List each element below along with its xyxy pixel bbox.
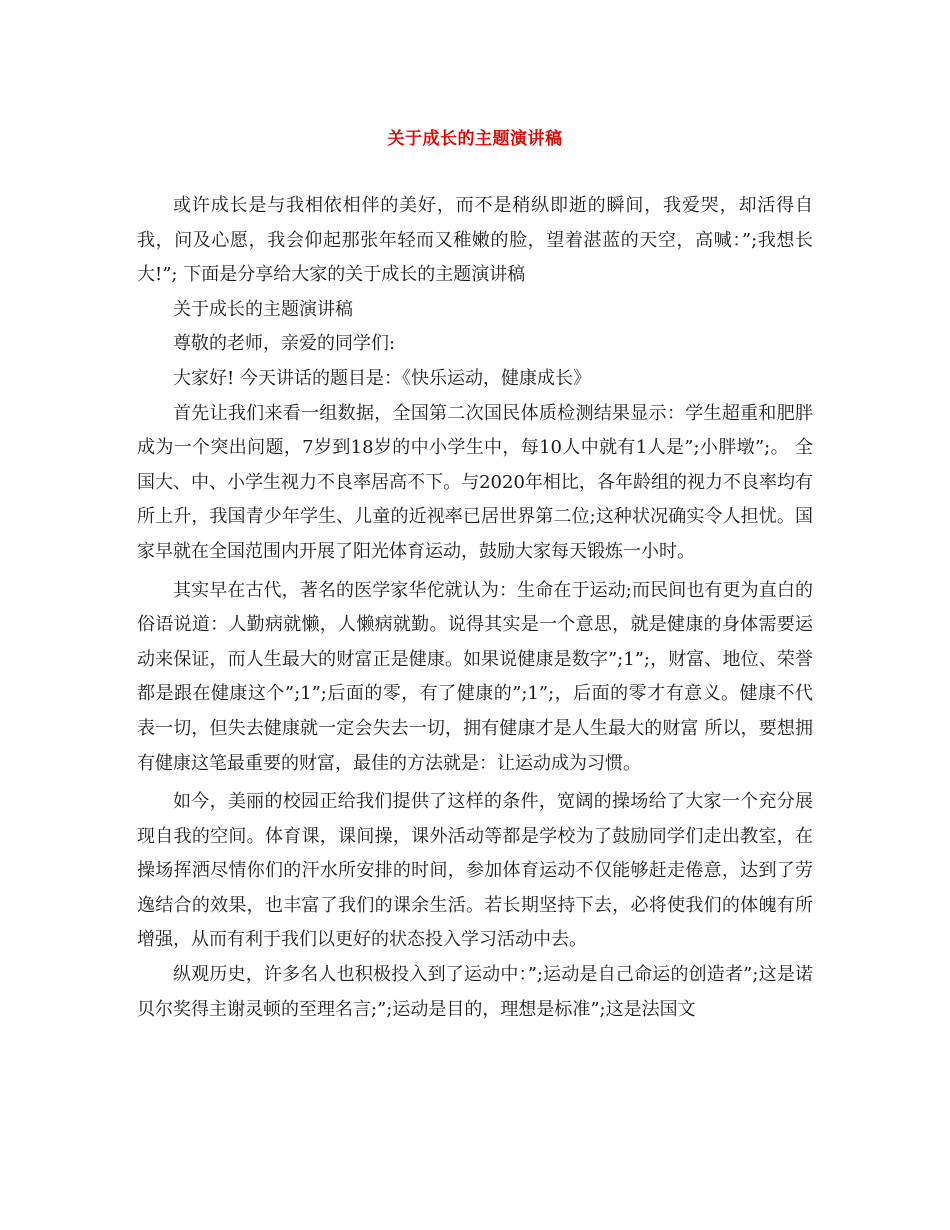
paragraph-subtitle: 关于成长的主题演讲稿 bbox=[173, 298, 353, 320]
paragraph-salutation: 尊敬的老师，亲爱的同学们: bbox=[173, 333, 396, 355]
paragraph-campus: 如今，美丽的校园正给我们提供了这样的条件，宽阔的操场给了大家一个充分展现自我的空间。体育课，课间操，课外活动等都是学校为了鼓励同学们走出教室，在操场挥洒尽情你们的汗水所安排的时间，参加体育运动不仅能够赶走倦意，达到了劳逸结合的效果，也丰富了我们的课余生活。若长期坚持下去，必将使我们的体魄有所增强，从而有利于我们以更好的状态投入学习活动中去。 bbox=[137, 791, 813, 951]
paragraph-history: 纵观历史，许多名人也积极投入到了运动中：”;运动是自己命运的创造者”;这是诺贝尔奖得主谢灵顿的至理名言;”;运动是目的，理想是标准”;这是法国文 bbox=[137, 964, 813, 1020]
paragraph-data: 首先让我们来看一组数据，全国第二次国民体质检测结果显示：学生超重和肥胖成为一个突出问题，7岁到18岁的中小学生中，每10人中就有1人是”;小胖墩”;。 全国大、中、小学生视力不良率居高不下。与2020年相比，各年龄组的视力不良率均有所上升，我国青少年学生、儿童的近视率已居世界第二位;这种状况确实令人担忧。国家早就在全国范围内开展了阳光体育运动，鼓励大家每天锻炼一小时。 bbox=[137, 402, 813, 562]
document-title: 关于成长的主题演讲稿 bbox=[387, 129, 563, 149]
paragraph-greeting: 大家好! 今天讲话的题目是：《快乐运动，健康成长》 bbox=[173, 367, 591, 389]
document-body bbox=[137, 189, 813, 1027]
paragraph-intro: 或许成长是与我相依相伴的美好，而不是稍纵即逝的瞬间，我爱哭，却活得自我，问及心愿，我会仰起那张年轻而又稚嫩的脸，望着湛蓝的天空，高喊：”;我想长大!”; 下面是分享给大家的关于成长的主题演讲稿 bbox=[137, 195, 813, 286]
paragraph-ancient: 其实早在古代，著名的医学家华佗就认为：生命在于运动;而民间也有更为直白的俗语说道：人勤病就懒，人懒病就勤。说得其实是一个意思，就是健康的身体需要运动来保证，而人生最大的财富正是健康。如果说健康是数字”;1”;，财富、地位、荣誉都是跟在健康这个”;1”;后面的零，有了健康的”;1”;，后面的零才有意义。健康不代表一切，但失去健康就一定会失去一切，拥有健康才是人生最大的财富 所以，要想拥有健康这笔最重要的财富，最佳的方法就是：让运动成为习惯。 bbox=[137, 579, 813, 774]
